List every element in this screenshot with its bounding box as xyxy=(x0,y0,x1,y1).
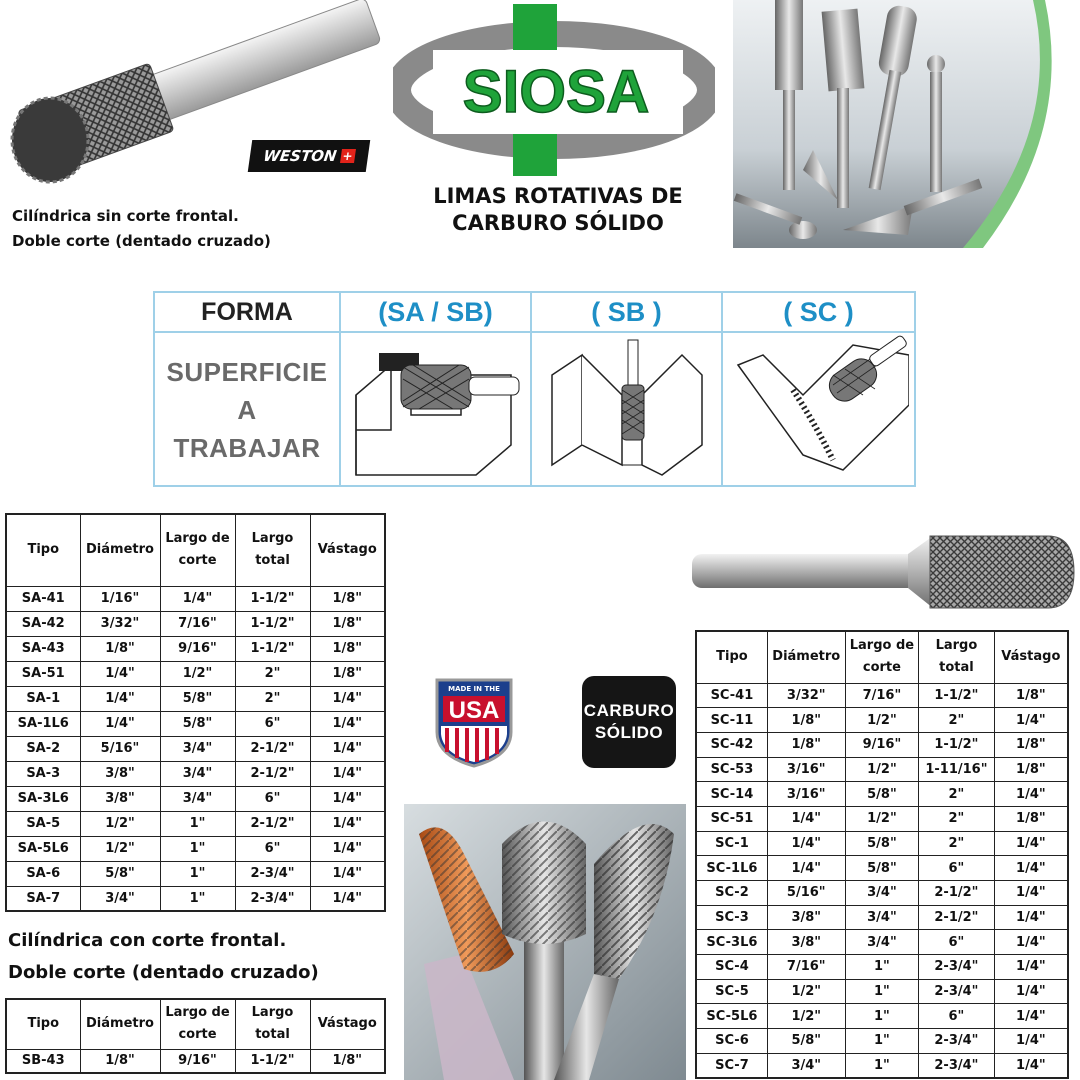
cell-tipo: SA-3 xyxy=(6,761,80,786)
table-row xyxy=(6,661,385,686)
cell-tipo: SC-11 xyxy=(696,708,767,733)
cell-tipo: SC-14 xyxy=(696,782,767,807)
spec-table-sa xyxy=(5,513,386,912)
table-cell: 1" xyxy=(160,861,235,886)
table-cell: 1/8" xyxy=(80,636,160,661)
table-header-row xyxy=(696,631,1068,683)
table-cell: 1" xyxy=(845,979,918,1004)
table-cell: 1/8" xyxy=(767,732,845,757)
header-diametro: Diámetro xyxy=(767,631,845,683)
table-cell: 1/2" xyxy=(845,757,918,782)
table-row xyxy=(6,861,385,886)
table-row xyxy=(6,711,385,736)
forma-col-sa-sb: (SA / SB) xyxy=(378,296,493,327)
table-cell: 1/4" xyxy=(994,881,1068,906)
table-cell: 1/4" xyxy=(767,856,845,881)
cell-tipo: SA-3L6 xyxy=(6,786,80,811)
burr-closeup-photo xyxy=(404,804,686,1080)
plus-icon: + xyxy=(341,149,354,163)
superficie-line: TRABAJAR xyxy=(173,433,321,463)
cell-tipo: SC-41 xyxy=(696,683,767,708)
header-tipo: Tipo xyxy=(696,631,767,683)
spec-table-sc-body xyxy=(696,683,1068,1078)
forma-col-sc: ( SC ) xyxy=(783,296,854,327)
table-cell: 3/4" xyxy=(160,786,235,811)
table-cell: 5/8" xyxy=(845,782,918,807)
table-cell: 3/4" xyxy=(845,930,918,955)
burr-assortment-photo xyxy=(733,0,1075,248)
table-cell: 1/8" xyxy=(994,683,1068,708)
workpiece-sc-illustration xyxy=(733,335,909,485)
header-largo-total: Largo total xyxy=(235,514,310,586)
header-vastago: Vástago xyxy=(310,999,385,1049)
table-cell: 6" xyxy=(235,711,310,736)
table-cell: 2" xyxy=(919,708,995,733)
table-row xyxy=(6,586,385,611)
header-tipo: Tipo xyxy=(6,514,80,586)
cell-tipo: SC-3L6 xyxy=(696,930,767,955)
table-cell: 1/4" xyxy=(994,1053,1068,1078)
table-cell: 2-1/2" xyxy=(235,736,310,761)
table-cell: 1/4" xyxy=(80,661,160,686)
cell-tipo: SB-43 xyxy=(6,1049,80,1073)
table-cell: 2-1/2" xyxy=(235,761,310,786)
table-cell: 1/2" xyxy=(845,708,918,733)
table-row xyxy=(6,686,385,711)
spec-table-sc xyxy=(695,630,1069,1079)
table-cell: 9/16" xyxy=(845,732,918,757)
header-largo-total: Largo total xyxy=(919,631,995,683)
table-cell: 1/4" xyxy=(994,955,1068,980)
table-cell: 1/4" xyxy=(310,861,385,886)
caption-sa xyxy=(12,204,271,254)
cell-tipo: SC-42 xyxy=(696,732,767,757)
forma-col-sb: ( SB ) xyxy=(591,296,662,327)
table-cell: 1" xyxy=(845,1053,918,1078)
page-title xyxy=(400,183,716,237)
table-header-row xyxy=(6,514,385,586)
table-cell: 3/8" xyxy=(80,761,160,786)
table-row xyxy=(6,786,385,811)
table-cell: 3/4" xyxy=(80,886,160,911)
table-cell: 1/4" xyxy=(994,930,1068,955)
table-cell: 3/32" xyxy=(767,683,845,708)
cell-tipo: SA-5 xyxy=(6,811,80,836)
table-cell: 1/4" xyxy=(994,708,1068,733)
table-cell: 1/8" xyxy=(310,611,385,636)
table-cell: 1/4" xyxy=(310,886,385,911)
cell-tipo: SC-53 xyxy=(696,757,767,782)
weston-logo-text: WESTON xyxy=(262,147,338,165)
table-row xyxy=(696,806,1068,831)
table-cell: 2-3/4" xyxy=(919,955,995,980)
spec-table-sa-body xyxy=(6,586,385,911)
table-cell: 1/4" xyxy=(310,736,385,761)
forma-label: FORMA xyxy=(201,297,293,326)
table-row xyxy=(6,811,385,836)
table-cell: 5/8" xyxy=(160,711,235,736)
table-row xyxy=(696,831,1068,856)
table-cell: 2-3/4" xyxy=(919,1029,995,1054)
table-cell: 7/16" xyxy=(767,955,845,980)
table-cell: 1/2" xyxy=(845,806,918,831)
table-row xyxy=(696,732,1068,757)
cell-tipo: SC-3 xyxy=(696,905,767,930)
workpiece-sa-sb-illustration xyxy=(351,335,521,485)
cell-tipo: SA-1L6 xyxy=(6,711,80,736)
cell-tipo: SA-41 xyxy=(6,586,80,611)
table-cell: 1/4" xyxy=(80,711,160,736)
header-vastago: Vástago xyxy=(994,631,1068,683)
table-cell: 1-11/16" xyxy=(919,757,995,782)
table-cell: 1/8" xyxy=(310,661,385,686)
caption-sa-line2: Doble corte (dentado cruzado) xyxy=(12,232,271,250)
table-cell: 1" xyxy=(160,811,235,836)
header-largo-corte: Largo de corte xyxy=(160,514,235,586)
table-cell: 1/2" xyxy=(767,1004,845,1029)
caption-sb xyxy=(8,925,319,989)
table-cell: 2-3/4" xyxy=(235,861,310,886)
header-largo-total: Largo total xyxy=(235,999,310,1049)
table-cell: 1/8" xyxy=(310,1049,385,1073)
cell-tipo: SC-6 xyxy=(696,1029,767,1054)
table-header-row xyxy=(6,999,385,1049)
table-cell: 1/8" xyxy=(310,586,385,611)
table-cell: 2-1/2" xyxy=(919,905,995,930)
cell-tipo: SA-42 xyxy=(6,611,80,636)
table-row xyxy=(6,736,385,761)
table-row xyxy=(696,1004,1068,1029)
table-cell: 1/2" xyxy=(160,661,235,686)
table-cell: 2" xyxy=(235,661,310,686)
made-in-usa-badge xyxy=(433,676,515,768)
spec-table-sb xyxy=(5,998,386,1074)
carburo-badge-line1: CARBURO xyxy=(583,701,675,720)
table-cell: 1/8" xyxy=(80,1049,160,1073)
table-cell: 3/4" xyxy=(160,761,235,786)
spec-table-sb-body xyxy=(6,1049,385,1073)
table-cell: 6" xyxy=(919,1004,995,1029)
table-cell: 2-3/4" xyxy=(919,979,995,1004)
table-cell: 1/4" xyxy=(310,761,385,786)
cell-tipo: SA-51 xyxy=(6,661,80,686)
table-row xyxy=(6,611,385,636)
cell-tipo: SA-7 xyxy=(6,886,80,911)
table-cell: 1/4" xyxy=(80,686,160,711)
table-cell: 1/8" xyxy=(994,806,1068,831)
cell-tipo: SC-7 xyxy=(696,1053,767,1078)
table-cell: 6" xyxy=(919,856,995,881)
table-cell: 1/4" xyxy=(994,831,1068,856)
table-cell: 2-3/4" xyxy=(235,886,310,911)
table-row xyxy=(696,856,1068,881)
table-row xyxy=(6,836,385,861)
table-cell: 2" xyxy=(919,831,995,856)
superficie-line: SUPERFICIE xyxy=(166,357,328,387)
table-cell: 2-1/2" xyxy=(235,811,310,836)
caption-sa-line1: Cilíndrica sin corte frontal. xyxy=(12,207,239,225)
table-cell: 3/8" xyxy=(80,786,160,811)
carburo-badge-line2: SÓLIDO xyxy=(594,723,664,742)
table-cell: 1/4" xyxy=(994,782,1068,807)
header-vastago: Vástago xyxy=(310,514,385,586)
superficie-label xyxy=(155,353,339,467)
table-cell: 1-1/2" xyxy=(919,683,995,708)
carburo-solido-badge xyxy=(582,676,676,768)
table-row xyxy=(696,979,1068,1004)
table-cell: 1/4" xyxy=(767,831,845,856)
table-cell: 5/8" xyxy=(160,686,235,711)
table-cell: 1/2" xyxy=(767,979,845,1004)
cell-tipo: SC-1L6 xyxy=(696,856,767,881)
table-cell: 1" xyxy=(845,955,918,980)
table-row xyxy=(696,930,1068,955)
table-cell: 1" xyxy=(160,836,235,861)
header-largo-corte: Largo de corte xyxy=(160,999,235,1049)
table-cell: 1/4" xyxy=(994,1029,1068,1054)
table-cell: 1/4" xyxy=(994,1004,1068,1029)
table-cell: 1/8" xyxy=(994,757,1068,782)
table-row xyxy=(696,905,1068,930)
usa-badge-top: MADE IN THE xyxy=(448,685,500,693)
superficie-line: A xyxy=(237,395,257,425)
header-tipo: Tipo xyxy=(6,999,80,1049)
table-cell: 1" xyxy=(845,1029,918,1054)
table-row xyxy=(6,886,385,911)
cell-tipo: SC-5 xyxy=(696,979,767,1004)
title-line1: LIMAS ROTATIVAS DE xyxy=(433,184,683,208)
table-cell: 6" xyxy=(235,786,310,811)
cell-tipo: SA-6 xyxy=(6,861,80,886)
caption-sb-line1: Cilíndrica con corte frontal. xyxy=(8,930,287,951)
table-row xyxy=(6,636,385,661)
table-cell: 3/8" xyxy=(767,905,845,930)
table-cell: 9/16" xyxy=(160,636,235,661)
table-cell: 1-1/2" xyxy=(919,732,995,757)
cell-tipo: SA-2 xyxy=(6,736,80,761)
table-row xyxy=(696,881,1068,906)
table-cell: 2-3/4" xyxy=(919,1053,995,1078)
table-cell: 5/8" xyxy=(767,1029,845,1054)
cell-tipo: SA-43 xyxy=(6,636,80,661)
header-diametro: Diámetro xyxy=(80,999,160,1049)
table-cell: 1" xyxy=(845,1004,918,1029)
table-cell: 5/8" xyxy=(80,861,160,886)
table-cell: 2" xyxy=(919,782,995,807)
table-cell: 1/4" xyxy=(310,786,385,811)
table-cell: 3/16" xyxy=(767,782,845,807)
forma-table xyxy=(153,291,916,487)
table-cell: 1/16" xyxy=(80,586,160,611)
table-cell: 3/8" xyxy=(767,930,845,955)
table-cell: 3/4" xyxy=(845,881,918,906)
cell-tipo: SA-5L6 xyxy=(6,836,80,861)
table-cell: 6" xyxy=(919,930,995,955)
workpiece-sb-illustration xyxy=(542,335,712,485)
table-cell: 5/8" xyxy=(845,831,918,856)
table-cell: 3/4" xyxy=(845,905,918,930)
table-cell: 5/8" xyxy=(845,856,918,881)
cell-tipo: SC-2 xyxy=(696,881,767,906)
title-line2: CARBURO SÓLIDO xyxy=(452,211,664,235)
table-row xyxy=(696,757,1068,782)
table-cell: 5/16" xyxy=(767,881,845,906)
table-cell: 1/8" xyxy=(994,732,1068,757)
table-cell: 1/4" xyxy=(310,811,385,836)
header-diametro: Diámetro xyxy=(80,514,160,586)
weston-logo xyxy=(248,140,370,172)
table-cell: 1/4" xyxy=(310,711,385,736)
table-cell: 1" xyxy=(160,886,235,911)
table-cell: 1-1/2" xyxy=(235,636,310,661)
usa-badge-main: USA xyxy=(448,697,500,724)
table-row xyxy=(6,761,385,786)
table-cell: 1/2" xyxy=(80,811,160,836)
table-cell: 1/4" xyxy=(994,979,1068,1004)
table-cell: 1/2" xyxy=(80,836,160,861)
table-row xyxy=(696,708,1068,733)
cell-tipo: SA-1 xyxy=(6,686,80,711)
table-cell: 6" xyxy=(235,836,310,861)
table-cell: 1/8" xyxy=(310,636,385,661)
cell-tipo: SC-1 xyxy=(696,831,767,856)
caption-sb-line2: Doble corte (dentado cruzado) xyxy=(8,962,319,983)
table-cell: 2-1/2" xyxy=(919,881,995,906)
table-cell: 2" xyxy=(235,686,310,711)
table-cell: 5/16" xyxy=(80,736,160,761)
siosa-logo-text: SIOSA xyxy=(462,58,650,125)
table-cell: 1/4" xyxy=(160,586,235,611)
cell-tipo: SC-4 xyxy=(696,955,767,980)
table-cell: 7/16" xyxy=(160,611,235,636)
table-cell: 3/32" xyxy=(80,611,160,636)
table-cell: 1/4" xyxy=(310,686,385,711)
header-largo-corte: Largo de corte xyxy=(845,631,918,683)
table-cell: 1/4" xyxy=(767,806,845,831)
cell-tipo: SC-5L6 xyxy=(696,1004,767,1029)
table-row xyxy=(6,1049,385,1073)
burr-sc-photo xyxy=(688,524,1078,620)
table-row xyxy=(696,955,1068,980)
table-cell: 1/4" xyxy=(994,905,1068,930)
siosa-logo xyxy=(393,4,715,176)
table-cell: 1-1/2" xyxy=(235,586,310,611)
table-cell: 3/4" xyxy=(160,736,235,761)
table-cell: 1-1/2" xyxy=(235,1049,310,1073)
table-cell: 7/16" xyxy=(845,683,918,708)
table-cell: 9/16" xyxy=(160,1049,235,1073)
table-cell: 1-1/2" xyxy=(235,611,310,636)
table-cell: 3/4" xyxy=(767,1053,845,1078)
table-cell: 2" xyxy=(919,806,995,831)
table-cell: 1/8" xyxy=(767,708,845,733)
table-row xyxy=(696,782,1068,807)
table-cell: 1/4" xyxy=(310,836,385,861)
table-cell: 1/4" xyxy=(994,856,1068,881)
table-row xyxy=(696,1053,1068,1078)
table-row xyxy=(696,1029,1068,1054)
table-row xyxy=(696,683,1068,708)
table-cell: 3/16" xyxy=(767,757,845,782)
cell-tipo: SC-51 xyxy=(696,806,767,831)
